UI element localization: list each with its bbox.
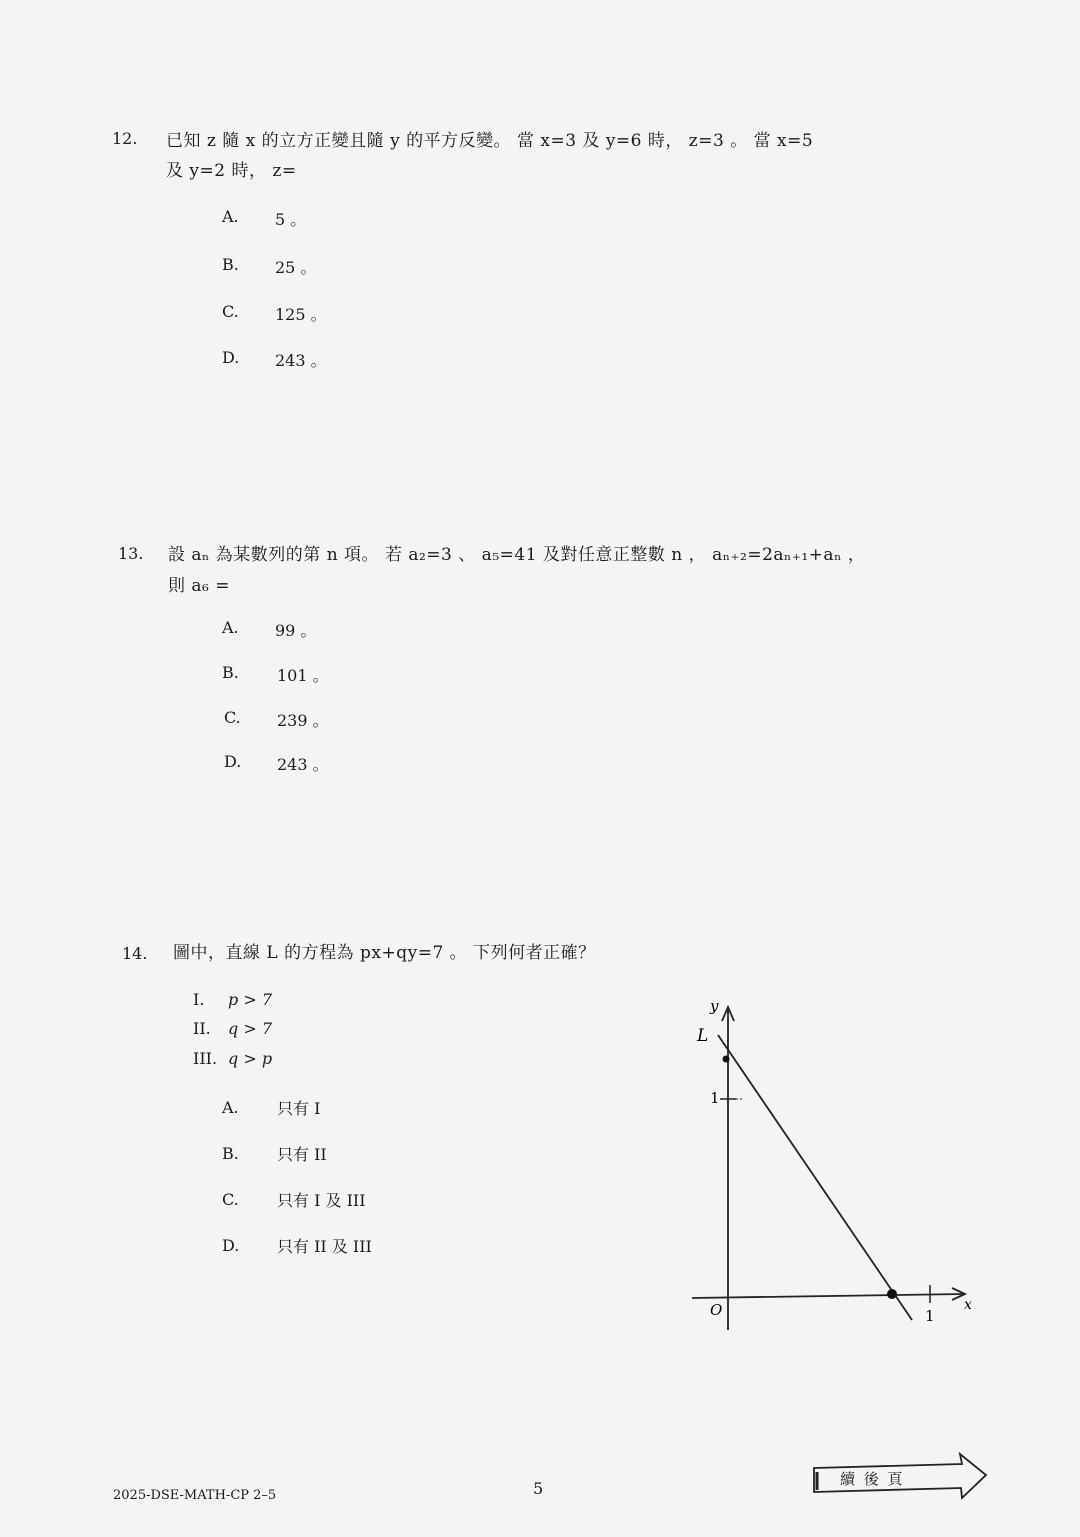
q13-option-b-letter: B. — [222, 663, 239, 682]
q14-option-d-letter: D. — [222, 1236, 240, 1255]
q12-option-a-text: 5 。 — [275, 210, 307, 229]
q14-option-a-text: 只有 I — [277, 1099, 321, 1118]
q13-option-c-letter: C. — [224, 708, 241, 727]
q13-option-d-letter: D. — [224, 752, 242, 771]
q12-option-d-text: 243 。 — [275, 351, 327, 370]
continue-label: 續 後 頁 — [840, 1470, 905, 1488]
q14-statement-1-numeral: I. — [193, 990, 205, 1009]
q12-option-b-letter: B. — [222, 255, 239, 274]
q14-option-c-text: 只有 I 及 III — [277, 1191, 366, 1210]
line-l — [718, 1035, 912, 1320]
x-axis-label: x — [964, 1297, 972, 1313]
x-tick-label: 1 — [925, 1307, 935, 1325]
y-intercept-point — [723, 1056, 730, 1063]
q14-statement-3-numeral: III. — [193, 1049, 218, 1068]
q14-statement-3-text: q > p — [228, 1049, 273, 1068]
q12-option-c-text: 125 。 — [275, 305, 327, 324]
q14-statement-2-numeral: II. — [193, 1019, 211, 1038]
q14-option-b-text: 只有 II — [277, 1145, 327, 1164]
q14-option-d-text: 只有 II 及 III — [277, 1237, 372, 1256]
q14-statement-2-text: q > 7 — [228, 1019, 272, 1038]
origin-label: O — [710, 1301, 723, 1319]
q12-option-c-letter: C. — [222, 302, 239, 321]
q13-stem-line2: 則 a₆ = — [168, 576, 231, 596]
q13-stem-line1: 設 aₙ 為某數列的第 n 項。 若 a₂=3 、 a₅=41 及對任意正整數 n ， aₙ₊₂=2aₙ₊₁+aₙ ， — [168, 545, 866, 565]
q14-option-c-letter: C. — [222, 1190, 239, 1209]
y-tick-label: 1 — [710, 1089, 720, 1107]
q13-option-a-text: 99 。 — [275, 621, 317, 640]
q12-option-a-letter: A. — [222, 207, 239, 226]
q13-option-b-text: 101 。 — [277, 666, 329, 685]
q14-stem: 圖中，直線 L 的方程為 px+qy=7 。 下列何者正確？ — [173, 943, 596, 963]
q14-option-a-letter: A. — [222, 1098, 239, 1117]
q12-number: 12. — [112, 129, 138, 148]
q12-option-d-letter: D. — [222, 348, 240, 367]
q13-option-a-letter: A. — [222, 618, 239, 637]
y-axis-label: y — [710, 997, 719, 1015]
x-intercept-point — [887, 1289, 897, 1299]
q14-number: 14. — [122, 944, 148, 963]
line-l-label: L — [697, 1026, 709, 1046]
q14-statement-1-text: p > 7 — [228, 990, 272, 1009]
x-axis — [692, 1294, 964, 1298]
q12-stem-line2: 及 y=2 時， z= — [166, 161, 297, 181]
q12-option-b-text: 25 。 — [275, 258, 317, 277]
q14-graph — [680, 995, 980, 1340]
paper-code: 2025-DSE-MATH-CP 2–5 — [113, 1488, 277, 1503]
q13-option-c-text: 239 。 — [277, 711, 329, 730]
q14-option-b-letter: B. — [222, 1144, 239, 1163]
page-number: 5 — [533, 1479, 544, 1498]
q13-number: 13. — [118, 544, 144, 563]
q13-option-d-text: 243 。 — [277, 755, 329, 774]
q12-stem-line1: 已知 z 隨 x 的立方正變且隨 y 的平方反變。 當 x=3 及 y=6 時， z=3 。 當 x=5 — [166, 131, 814, 151]
